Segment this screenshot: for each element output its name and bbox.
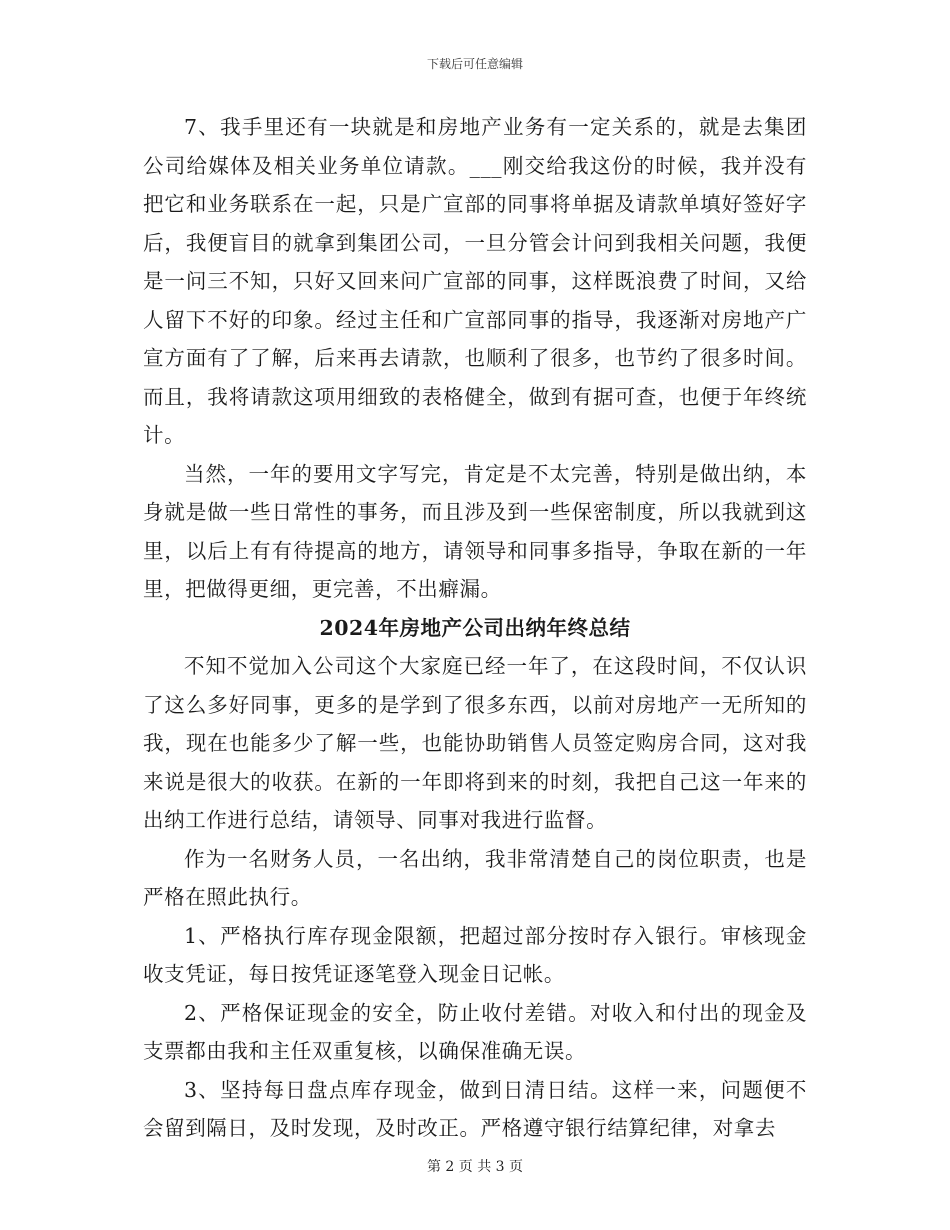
paragraph-item-2: 2、严格保证现金的安全，防止收付差错。对收入和付出的现金及支票都由我和主任双重复核，以确保准确无误。 [143, 1000, 807, 1063]
page-number: 第 2 页 共 3 页 [426, 1159, 524, 1175]
paragraph-closing-remarks: 当然，一年的要用文字写完，肯定是不太完善，特别是做出纳，本身就是做一些日常性的事务，而且涉及到一些保密制度，所以我就到这里，以后上有有待提高的地方，请领导和同事多指导，争取在新的一年里，把做得更细，更完善，不出癖漏。 [143, 461, 807, 601]
paragraph-item-1: 1、严格执行库存现金限额，把超过部分按时存入银行。审核现金收支凭证，每日按凭证逐笔登入现金日记帐。 [143, 923, 807, 986]
document-body [143, 108, 807, 1148]
paragraph-duties: 作为一名财务人员，一名出纳，我非常清楚自己的岗位职责，也是严格在照此执行。 [143, 846, 807, 909]
paragraph-intro: 不知不觉加入公司这个大家庭已经一年了，在这段时间，不仅认识了这么多好同事，更多的是学到了很多东西，以前对房地产一无所知的我，现在也能多少了解一些，也能协助销售人员签定购房合同，这对我来说是很大的收获。在新的一年即将到来的时刻，我把自己这一年来的出纳工作进行总结，请领导、同事对我进行监督。 [143, 654, 807, 832]
paragraph-item-3: 3、坚持每日盘点库存现金，做到日清日结。这样一来，问题便不会留到隔日，及时发现，及时改正。严格遵守银行结算纪律，对拿去 [143, 1077, 807, 1140]
section-title: 2024年房地产公司出纳年终总结 [319, 615, 631, 640]
page-header: 下载后可任意编辑 [426, 57, 523, 71]
paragraph-item-7: 7、我手里还有一块就是和房地产业务有一定关系的，就是去集团公司给媒体及相关业务单位请款。___刚交给我这份的时候，我并没有把它和业务联系在一起，只是广宣部的同事将单据及请款单填好签好字后，我便盲目的就拿到集团公司，一旦分管会计问到我相关问题，我便是一问三不知，只好又回来问广宣部的同事，这样既浪费了时间，又给人留下不好的印象。经过主任和广宣部同事的指导，我逐渐对房地产广宣方面有了了解，后来再去请款，也顺利了很多，也节约了很多时间。而且，我将请款这项用细致的表格健全，做到有据可查，也便于年终统计。 [143, 115, 807, 447]
